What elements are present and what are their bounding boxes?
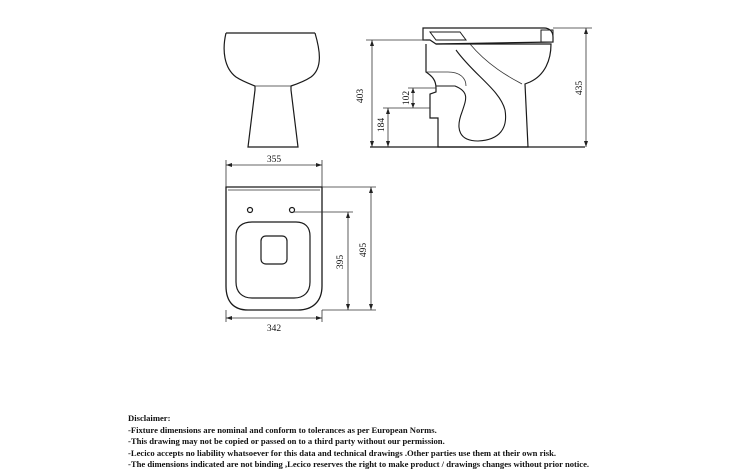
disclaimer-line: -This drawing may not be copied or passed on to a third party without our permission. xyxy=(128,436,445,447)
front-view xyxy=(224,33,319,147)
top-view xyxy=(226,187,322,310)
dim-102: 102 xyxy=(402,90,412,106)
disclaimer-line: -Lecico accepts no liability whatsoever for this data and technical drawings .Other parties use them at their own risk. xyxy=(128,447,557,458)
dim-495: 495 xyxy=(359,242,369,258)
dim-403: 403 xyxy=(356,88,366,104)
disclaimer-title: Disclaimer: xyxy=(128,413,171,423)
disclaimer-line: -Fixture dimensions are nominal and conform to tolerances as per European Norms. xyxy=(128,424,437,435)
dim-435: 435 xyxy=(575,80,585,96)
dim-342: 342 xyxy=(266,324,282,334)
side-view xyxy=(370,28,585,147)
dim-355: 355 xyxy=(266,155,282,165)
dim-184: 184 xyxy=(377,117,387,133)
side-dimensions xyxy=(366,28,592,147)
dim-395: 395 xyxy=(336,254,346,270)
disclaimer-line: -The dimensions indicated are not binding ,Lecico reserves the right to make product / drawings changes without prior notice. xyxy=(128,459,590,470)
disclaimer xyxy=(128,413,589,471)
